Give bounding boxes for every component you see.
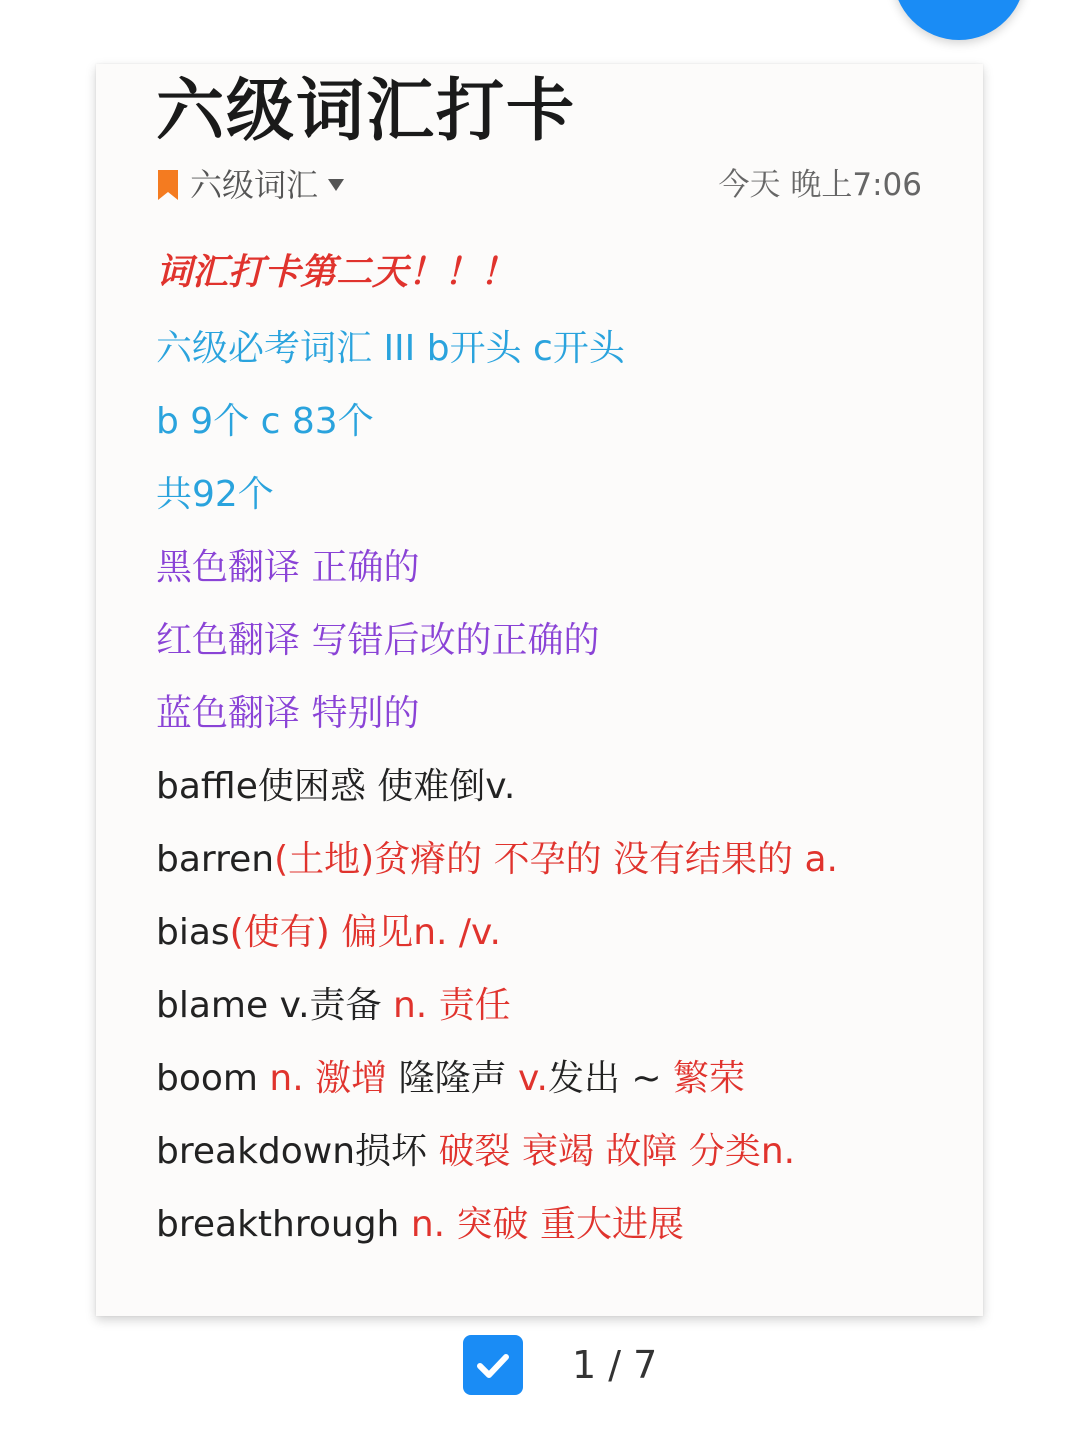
line-segment: 共92个 xyxy=(156,474,274,515)
note-card xyxy=(96,64,983,1316)
line-segment: baffle使困惑 使难倒v. xyxy=(156,766,516,807)
line-segment: bias xyxy=(156,912,230,953)
line-segment: v. xyxy=(518,1058,548,1099)
note-body[interactable] xyxy=(156,236,936,1261)
headline-text: 词汇打卡第二天！！！ xyxy=(156,252,517,293)
line-segment: barren xyxy=(156,839,275,880)
line-segment: boom xyxy=(156,1058,270,1099)
line-segment: n. 突破 重大进展 xyxy=(410,1204,684,1245)
line-segment: breakthrough xyxy=(156,1204,411,1245)
line-segment: 蓝色翻译 特别的 xyxy=(156,693,420,734)
note-line xyxy=(156,531,936,604)
note-line xyxy=(156,969,936,1042)
note-line xyxy=(156,896,936,969)
line-segment: (土地)贫瘠的 不孕的 没有结果的 a. xyxy=(274,839,838,880)
note-line xyxy=(156,1188,936,1261)
note-meta xyxy=(156,164,922,206)
bookmark-icon xyxy=(156,168,180,202)
line-segment: 隆隆声 xyxy=(398,1058,519,1099)
note-line xyxy=(156,312,936,385)
line-segment: 繁荣 xyxy=(673,1058,746,1099)
line-segment: (使有) 偏见n. /v. xyxy=(229,912,501,953)
line-segment: 破裂 衰竭 故障 分类n. xyxy=(438,1131,796,1172)
line-segment: n. 激增 xyxy=(269,1058,399,1099)
notebook-label: 六级词汇 xyxy=(190,166,319,204)
note-line xyxy=(156,750,936,823)
complete-checkbox[interactable] xyxy=(463,1335,523,1395)
checkbox-checked-icon xyxy=(463,1335,523,1395)
note-title: 六级词汇打卡 xyxy=(156,72,577,151)
note-line xyxy=(156,1042,936,1115)
page-indicator: 1 / 7 xyxy=(572,1343,658,1387)
floating-action-button[interactable] xyxy=(893,0,1025,40)
note-line xyxy=(156,823,936,896)
notebook-selector[interactable] xyxy=(156,164,344,206)
caret-down-icon xyxy=(328,179,344,191)
note-line xyxy=(156,458,936,531)
line-segment: b 9个 c 83个 xyxy=(156,401,374,442)
footer-bar xyxy=(0,1330,1077,1410)
note-timestamp: 今天 晚上7:06 xyxy=(718,167,922,203)
line-segment: 六级必考词汇 III b开头 c开头 xyxy=(156,328,625,369)
line-segment: breakdown损坏 xyxy=(156,1131,439,1172)
line-segment: n. 责任 xyxy=(392,985,511,1026)
note-line xyxy=(156,1115,936,1188)
note-line xyxy=(156,604,936,677)
note-headline xyxy=(156,236,936,312)
line-segment: 红色翻译 写错后改的正确的 xyxy=(156,620,600,661)
note-line xyxy=(156,677,936,750)
line-segment: 黑色翻译 正确的 xyxy=(156,547,420,588)
line-segment: blame v.责备 xyxy=(156,985,393,1026)
line-segment: 发出 ~ xyxy=(547,1058,674,1099)
note-line xyxy=(156,385,936,458)
